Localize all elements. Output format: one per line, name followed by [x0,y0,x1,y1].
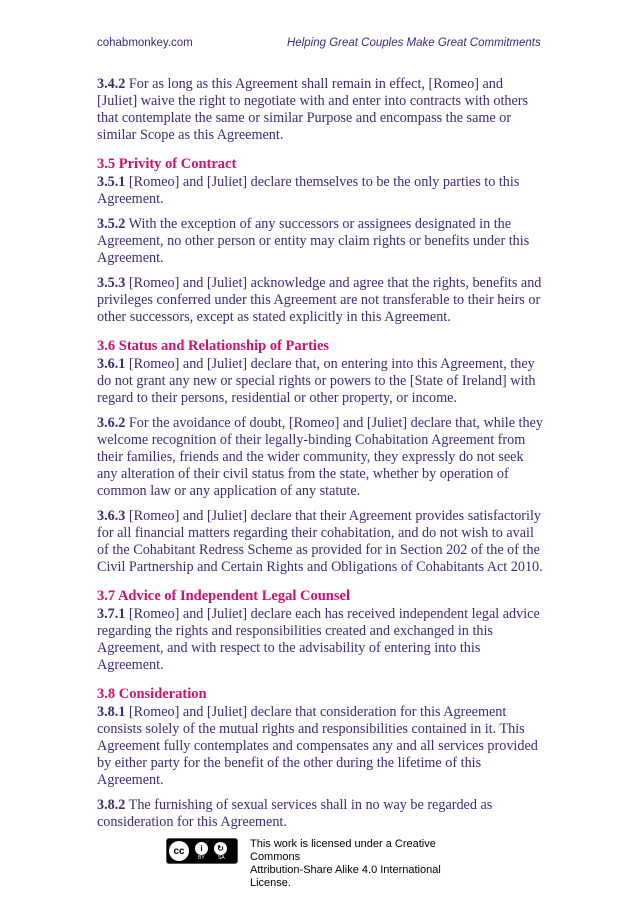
header-site: cohabmonkey.com [97,37,193,49]
license-line-1: This work is licensed under a Creative Commons [250,838,436,863]
license-text[interactable] [250,838,480,890]
clause-text: [Romeo] and [Juliet] declare that consideration for this Agreement consists solely of the mutual rights and responsibilities contained in it. This Agreement fully contemplates and compensates any and all services provided by either party for the benefit of the other during the lifetime of this Agreement. [97,704,538,788]
section-heading-3-6: 3.6 Status and Relationship of Parties [97,338,330,354]
clause-number: 3.6.1 [97,356,126,372]
clause-text: The furnishing of sexual services shall in no way be regarded as consideration for this Agreement. [97,797,493,830]
clause-number: 3.8.2 [97,797,126,813]
section-heading-3-5: 3.5 Privity of Contract [97,156,237,172]
section-heading-3-7: 3.7 Advice of Independent Legal Counsel [97,588,350,604]
clause-text: [Romeo] and [Juliet] declare each has received independent legal advice regarding the rights and responsibilities created and exchanged in this Agreement, and with respect to the advisability of entering into this Agreement. [97,606,540,673]
clause-number: 3.5.3 [97,275,126,291]
header-tagline: Helping Great Couples Make Great Commitments [287,37,541,49]
clause-text: With the exception of any successors or assignees designated in the Agreement, no other person or entity may claim rights or benefits under this Agreement. [97,216,530,266]
clause-3-8-1 [97,704,543,789]
clause-3-8-2 [97,797,543,831]
document-body [97,76,543,839]
clause-3-5-3 [97,275,543,326]
license-footer [166,838,480,890]
badge-sa-label: SA [218,855,225,861]
clause-number: 3.7.1 [97,606,126,622]
cc-by-sa-badge-icon[interactable] [166,838,238,864]
clause-number: 3.4.2 [97,76,126,92]
clause-3-5-1 [97,174,543,208]
clause-3-6-2 [97,415,543,500]
clause-text: [Romeo] and [Juliet] declare themselves to be the only parties to this Agreement. [97,174,520,207]
clause-number: 3.5.2 [97,216,126,232]
clause-number: 3.5.1 [97,174,126,190]
share-alike-icon: ↻ [214,842,227,855]
clause-3-7-1 [97,606,543,674]
clause-text: [Romeo] and [Juliet] declare that, on entering into this Agreement, they do not grant any new or special rights or powers to the [State of Ireland] with regard to their persons, residential or other property, or income. [97,356,536,406]
clause-text: For as long as this Agreement shall remain in effect, [Romeo] and [Juliet] waive the right to negotiate with and enter into contracts with others that contemplate the same or similar Purpose and encompass the same or similar Scope as this Agreement. [97,76,529,143]
clause-text: For the avoidance of doubt, [Romeo] and [Juliet] declare that, while they welcome recognition of their legally-binding Cohabitation Agreement from their families, friends and the wider community, they expressly do not seek any alteration of their civil status from the state, whether by operation of common law or any application of any statute. [97,415,543,499]
badge-by-label: BY [198,855,205,861]
clause-number: 3.6.3 [97,508,126,524]
clause-3-6-1 [97,356,543,407]
clause-3-5-2 [97,216,543,267]
license-line-2: Attribution-Share Alike 4.0 International License. [250,864,441,889]
clause-number: 3.8.1 [97,704,126,720]
cc-logo-icon: cc [169,841,189,861]
clause-text: [Romeo] and [Juliet] declare that their Agreement provides satisfactorily for all financial matters regarding their cohabitation, and do not wish to avail of the Cohabitant Redress Scheme as provided for in Section 202 of the of the Civil Partnership and Certain Rights and Obligations of Cohabitants Act 2010. [97,508,543,575]
clause-3-4-2 [97,76,543,144]
clause-number: 3.6.2 [97,415,126,431]
section-heading-3-8: 3.8 Consideration [97,686,207,702]
clause-text: [Romeo] and [Juliet] acknowledge and agree that the rights, benefits and privileges conferred under this Agreement are not transferable to their heirs or other successors, except as stated explicitly in this Agreement. [97,275,542,325]
clause-3-6-3 [97,508,543,576]
attribution-icon: i [195,842,208,855]
